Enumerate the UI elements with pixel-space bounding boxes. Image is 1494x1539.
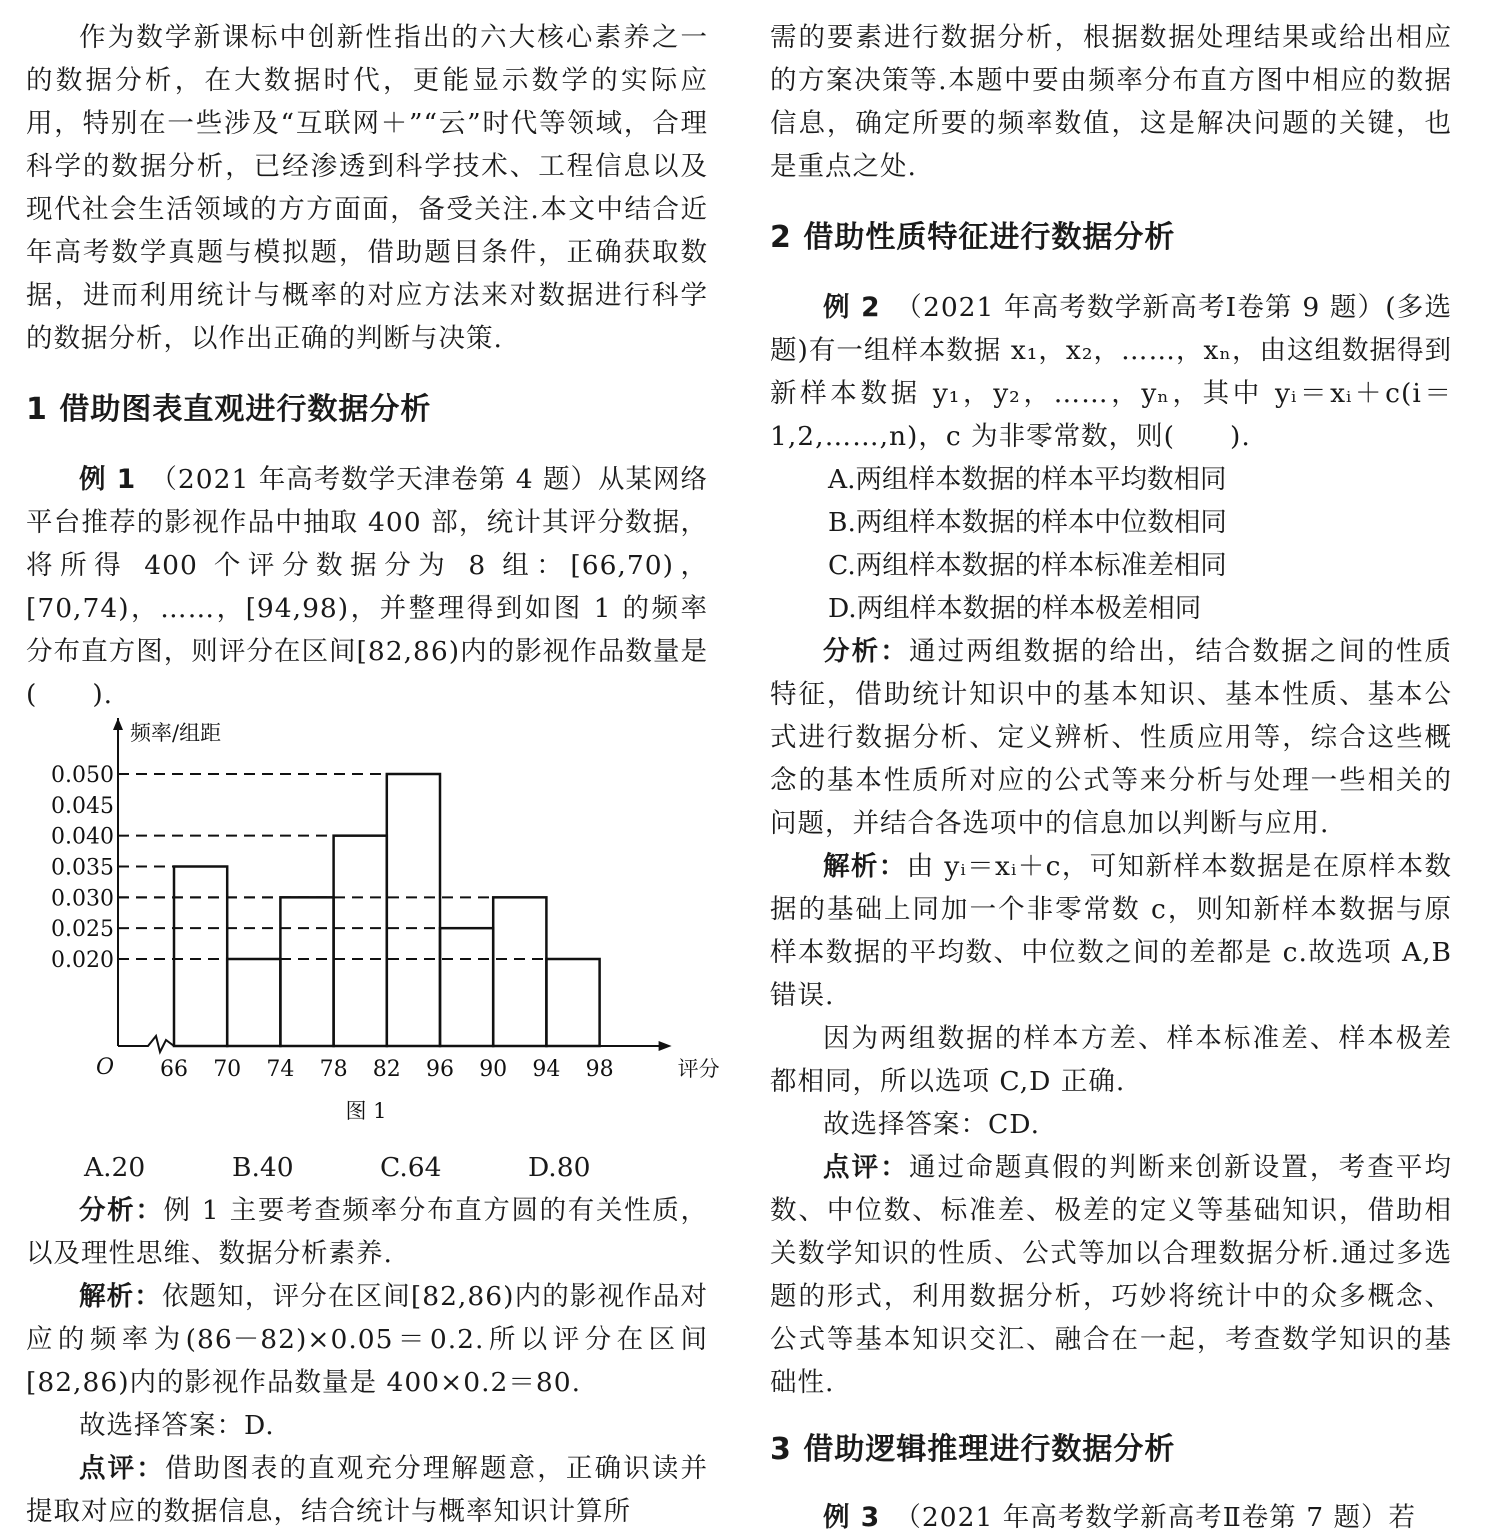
origin-label: O: [96, 1055, 115, 1080]
y-axis-label: 频率/组距: [130, 721, 222, 745]
option-2a: A.两组样本数据的样本平均数相同: [828, 464, 1227, 495]
analysis-2-text: 通过两组数据的给出，结合数据之间的性质特征，借助统计知识中的基本知识、基本性质、基本公式进行数据分析、定义辨析、性质应用等，综合这些概念的基本性质所对应的公式等来分析与处理一些相关的问题，并结合各选项中的信息加以判断与应用.: [770, 636, 1453, 839]
solution-2-label: 解析：: [823, 851, 907, 882]
x-tick-label: 98: [585, 1057, 614, 1082]
histogram-bar: [546, 959, 599, 1046]
x-axis-label: 评分: [677, 1057, 720, 1081]
solution-1-text: 依题知，评分在区间[82,86)内的影视作品对应的频率为(86－82)×0.05＝0.2.所以评分在区间[82,86)内的影视作品数量是 400×0.2＝80.: [26, 1281, 708, 1398]
histogram-bar: [440, 928, 493, 1046]
option-2d: D.两组样本数据的样本极差相同: [828, 593, 1202, 624]
option-c: C.64: [380, 1152, 442, 1183]
example-1-options: [26, 1146, 708, 1189]
section-3-heading: 3 借助逻辑推理进行数据分析: [770, 1432, 1176, 1467]
analysis-1: [26, 1189, 708, 1275]
option-2c: C.两组样本数据的样本标准差相同: [828, 550, 1227, 581]
example-3-text: （2021 年高考数学新高考Ⅱ卷第 7 题）若: [907, 1502, 1417, 1533]
solution-2-continued: 因为两组数据的样本方差、样本标准差、样本极差都相同，所以选项 C,D 正确.: [770, 1023, 1452, 1097]
histogram-figure: [26, 716, 720, 1146]
analysis-2-label: 分析：: [823, 636, 909, 667]
x-tick-label: 74: [266, 1057, 295, 1082]
x-tick-label: 96: [426, 1057, 454, 1082]
comment-1-continued: 需的要素进行数据分析，根据数据处理结果或给出相应的方案决策等.本题中要由频率分布直方图中相应的数据信息，确定所要的频率数值，这是解决问题的关键，也是重点之处.: [770, 22, 1452, 182]
histogram-bar: [280, 897, 333, 1046]
solution-1: [26, 1275, 708, 1404]
option-2b: B.两组样本数据的样本中位数相同: [828, 507, 1227, 538]
analysis-1-label: 分析：: [79, 1195, 164, 1226]
y-tick-label: 0.035: [51, 855, 114, 881]
comment-1: [26, 1447, 708, 1533]
example-1-text: （2021 年高考数学天津卷第 4 题）从某网络平台推荐的影视作品中抽取 400 部，统计其评分数据，将所得 400 个评分数据分为 8 组：[66,70)，[70,74)，……，[94,98)，并整理得到如图 1 的频率分布直方图，则评分在区间[82,86)内的影视作品数量是( ).: [26, 464, 708, 710]
answer-2: 故选择答案：CD.: [823, 1109, 1041, 1140]
example-2-label: 例 2: [823, 292, 881, 323]
option-d: D.80: [528, 1152, 591, 1183]
y-tick-label: 0.020: [51, 948, 114, 973]
y-tick-label: 0.045: [51, 793, 114, 819]
example-1: [26, 458, 708, 716]
x-tick-label: 82: [372, 1057, 401, 1082]
comment-1-text: 借助图表的直观充分理解题意，正确识读并提取对应的数据信息，结合统计与概率知识计算所: [26, 1453, 709, 1527]
example-2: [770, 286, 1452, 458]
x-tick-label: 94: [532, 1057, 561, 1082]
histogram-bar: [493, 897, 546, 1046]
histogram-bar: [174, 867, 227, 1047]
solution-2: [770, 845, 1452, 1017]
x-axis-arrow: [659, 1041, 672, 1051]
section-2-heading: 2 借助性质特征进行数据分析: [770, 220, 1176, 255]
y-axis-arrow: [113, 718, 123, 730]
option-a: A.20: [84, 1152, 146, 1183]
analysis-2: [770, 630, 1452, 845]
x-axis: [118, 1036, 660, 1052]
histogram-bar: [334, 836, 387, 1046]
section-1-heading: 1 借助图表直观进行数据分析: [26, 392, 432, 427]
figure-caption: 图 1: [345, 1099, 387, 1123]
x-tick-label: 70: [213, 1057, 242, 1082]
right-column: [770, 0, 1452, 1539]
y-tick-label: 0.040: [51, 824, 114, 850]
comment-2-label: 点评：: [823, 1152, 909, 1183]
left-column: [26, 0, 720, 1533]
x-tick-label: 66: [160, 1057, 188, 1082]
example-1-label: 例 1: [79, 464, 137, 495]
y-tick-label: 0.025: [51, 917, 114, 943]
option-b: B.40: [232, 1152, 294, 1183]
y-tick-label: 0.050: [51, 763, 114, 788]
intro-paragraph: 作为数学新课标中创新性指出的六大核心素养之一的数据分析，在大数据时代，更能显示数学的实际应用，特别在一些涉及“互联网＋”“云”时代等领域，合理科学的数据分析，已经渗透到科学技术、工程信息以及现代社会生活领域的方方面面，备受关注.本文中结合近年高考数学真题与模拟题，借助题目条件，正确获取数据，进而利用统计与概率的对应方法来对数据进行科学的数据分析，以作出正确的判断与决策.: [26, 22, 708, 354]
answer-1: 故选择答案：D.: [79, 1410, 275, 1441]
example-2-text: （2021 年高考数学新高考Ⅰ卷第 9 题）(多选题)有一组样本数据 x₁，x₂，……，xₙ，由这组数据得到新样本数据 y₁，y₂，……，yₙ，其中 yᵢ＝xᵢ＋c(i＝1,2,……,n)，c 为非零常数，则( ).: [770, 292, 1452, 452]
comment-1-label: 点评：: [79, 1453, 165, 1484]
histogram-bar: [227, 959, 280, 1046]
solution-2-text: 由 yᵢ＝xᵢ＋c，可知新样本数据是在原样本数据的基础上同加一个非零常数 c，则知新样本数据与原样本数据的平均数、中位数之间的差都是 c.故选项 A,B 错误.: [770, 851, 1453, 1011]
example-3: [770, 1496, 1452, 1539]
analysis-1-text: 例 1 主要考查频率分布直方圆的有关性质，以及理性思维、数据分析素养.: [26, 1195, 708, 1269]
x-tick-label: 90: [479, 1057, 508, 1082]
histogram-bar: [387, 774, 440, 1046]
example-3-label: 例 3: [823, 1502, 881, 1533]
histogram-chart: [26, 716, 720, 1146]
comment-2: [770, 1146, 1452, 1404]
y-tick-label: 0.030: [51, 886, 114, 912]
solution-1-label: 解析：: [79, 1281, 162, 1312]
comment-2-text: 通过命题真假的判断来创新设置，考查平均数、中位数、标准差、极差的定义等基础知识，借助相关数学知识的性质、公式等加以合理数据分析.通过多选题的形式，利用数据分析，巧妙将统计中的众多概念、公式等基本知识交汇、融合在一起，考查数学知识的基础性.: [770, 1152, 1453, 1398]
x-tick-label: 78: [319, 1057, 348, 1082]
